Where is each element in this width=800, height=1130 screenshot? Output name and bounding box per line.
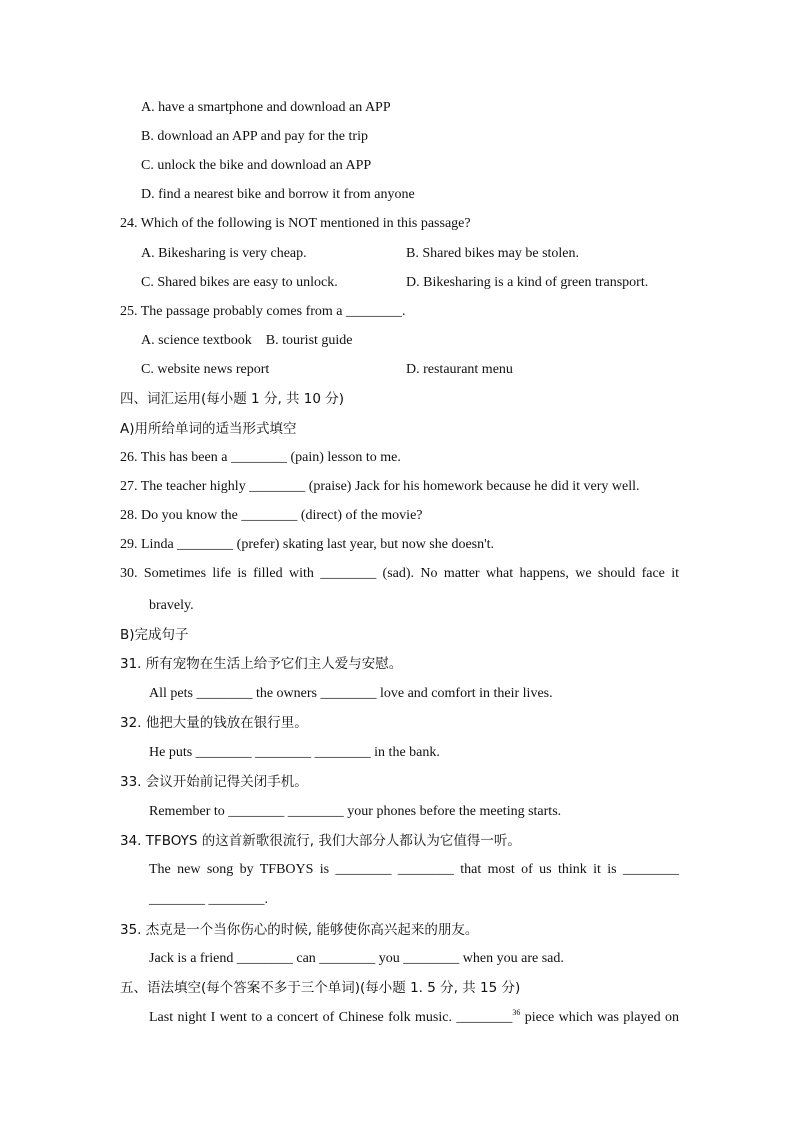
blank-number: 36: [512, 1008, 521, 1017]
q28: 28. Do you know the ________ (direct) of the movie?: [120, 508, 423, 523]
q31-english: All pets ________ the owners ________ love and comfort in their lives.: [149, 686, 553, 701]
q23-option-d: D. find a nearest bike and borrow it from anyone: [141, 187, 415, 202]
q26: 26. This has been a ________ (pain) lesson to me.: [120, 450, 401, 465]
section5-paragraph: [149, 1009, 679, 1027]
q32-english: He puts ________ ________ ________ in the bank.: [149, 745, 440, 760]
q25-question: 25. The passage probably comes from a ________.: [120, 304, 406, 319]
q25-options-ab: A. science textbook B. tourist guide: [141, 333, 353, 348]
q24-question: 24. Which of the following is NOT mentioned in this passage?: [120, 216, 471, 231]
section4-part-a: A)用所给单词的适当形式填空: [120, 421, 297, 437]
q25-option-c: C. website news report: [141, 362, 270, 377]
section5-title: 五、语法填空(每个答案不多于三个单词)(每小题 1. 5 分, 共 15 分): [120, 980, 521, 996]
q29: 29. Linda ________ (prefer) skating last year, but now she doesn't.: [120, 537, 495, 552]
q31-chinese: 31. 所有宠物在生活上给予它们主人爱与安慰。: [120, 656, 403, 672]
q24-option-b: B. Shared bikes may be stolen.: [406, 246, 580, 261]
q23-option-c: C. unlock the bike and download an APP: [141, 158, 372, 173]
q35-english: Jack is a friend ________ can ________ you ________ when you are sad.: [149, 951, 564, 966]
section4-part-b: B)完成句子: [120, 627, 189, 643]
q23-option-b: B. download an APP and pay for the trip: [141, 129, 368, 144]
q27: 27. The teacher highly ________ (praise) Jack for his homework because he did it very well.: [120, 479, 640, 494]
q23-option-a: A. have a smartphone and download an APP: [141, 100, 391, 115]
q30-line2: bravely.: [149, 598, 194, 613]
q34-english-line2: ________ ________.: [149, 892, 268, 907]
q33-chinese: 33. 会议开始前记得关闭手机。: [120, 774, 308, 790]
paragraph-start: Last night I went to a concert of Chinese folk music. ________: [149, 1010, 513, 1025]
q32-chinese: 32. 他把大量的钱放在银行里。: [120, 715, 308, 731]
section4-title: 四、词汇运用(每小题 1 分, 共 10 分): [120, 391, 345, 407]
q24-option-d: D. Bikesharing is a kind of green transport.: [406, 275, 649, 290]
q34-chinese: 34. TFBOYS 的这首新歌很流行, 我们大部分人都认为它值得一听。: [120, 833, 521, 849]
q24-option-c: C. Shared bikes are easy to unlock.: [141, 275, 338, 290]
q35-chinese: 35. 杰克是一个当你伤心的时候, 能够使你高兴起来的朋友。: [120, 922, 479, 938]
q30-line1: 30. Sometimes life is filled with ________ (sad). No matter what happens, we should face it: [120, 566, 679, 581]
paragraph-end: piece which was played on: [520, 1010, 679, 1025]
q33-english: Remember to ________ ________ your phones before the meeting starts.: [149, 804, 562, 819]
q34-english-line1: The new song by TFBOYS is ________ ________ that most of us think it is ________: [149, 862, 679, 877]
q24-option-a: A. Bikesharing is very cheap.: [141, 246, 307, 261]
q25-option-d: D. restaurant menu: [406, 362, 513, 377]
